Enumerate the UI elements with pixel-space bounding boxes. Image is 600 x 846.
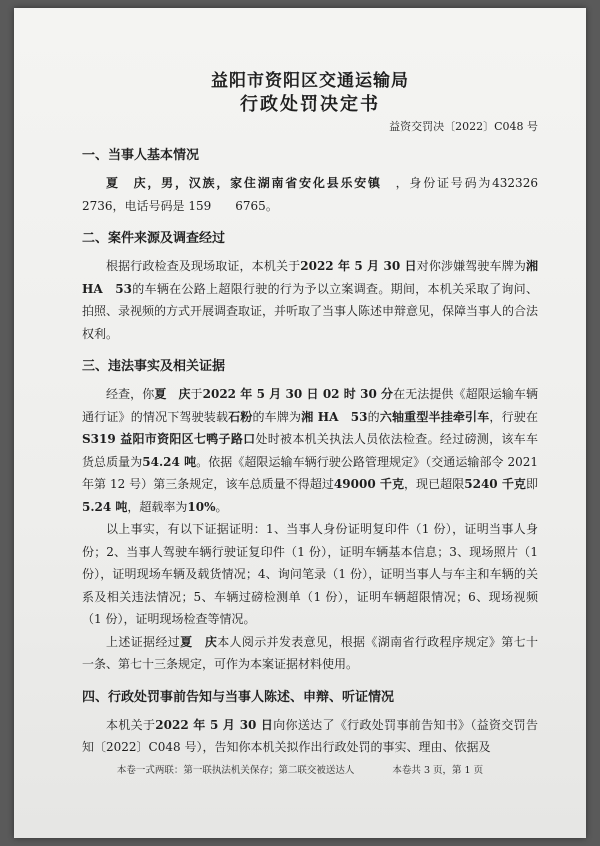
agency-name: 益阳市资阳区交通运输局 xyxy=(211,71,409,91)
overload-rate: 10% xyxy=(187,499,216,514)
overweight-kg: 5240 千克 xyxy=(464,477,526,491)
section-2-heading: 二、案件来源及调查经过 xyxy=(82,231,226,246)
vehicle-plate: 湘 HA 53 xyxy=(301,409,368,424)
section-1-heading: 一、当事人基本情况 xyxy=(82,148,200,163)
cargo-type: 石粉 xyxy=(228,409,253,424)
document-number: 益资交罚决〔2022〕C048 号 xyxy=(389,120,538,133)
evidence-confirmation-paragraph: 上述证据经过夏 庆本人阅示并发表意见，根据《湖南省行政程序规定》第七十一条、第七十三条规定，可作为本案证据材料使用。 xyxy=(82,634,538,671)
copies-note: 本卷一式两联：第一联执法机关保存；第二联交被送达人 xyxy=(116,765,355,776)
overweight-tons: 5.24 吨 xyxy=(82,499,128,514)
party-name: 夏 庆 xyxy=(180,634,218,649)
notice-date: 2022 年 5 月 30 日 xyxy=(155,717,274,732)
document-body xyxy=(82,70,586,759)
section-3-heading: 三、违法事实及相关证据 xyxy=(82,359,226,374)
prior-notice-paragraph: 本机关于2022 年 5 月 30 日向你送达了《行政处罚事前告知书》（益资交罚告知〔2022〕C048 号），告知你本机关拟作出行政处罚的事实、理由、依据及 xyxy=(82,717,538,754)
vehicle-type: 六轴重型半挂牵引车 xyxy=(379,409,490,424)
party-name: 夏 庆 xyxy=(154,387,191,401)
section-4-heading: 四、行政处罚事前告知与当事人陈述、申辩、听证情况 xyxy=(82,689,395,705)
party-id-phone: 432326 2736，电话号码是 159 6765 xyxy=(82,176,586,213)
violation-facts-paragraph: 经查，你夏 庆于2022 年 5 月 30 日 02 时 30 分在无法提供《超限运输车辆通行证》的情况下驾驶装载石粉的车牌为湘 HA 53的六轴重型半挂牵引车，行驶在S319 益阳市资阳区七鸭子路口处时被本机关执法人员依法检查。经过磅测，该车车货总质量为54.24 吨。依据《超限运输车辆行驶公路管理规定》（交通运输部令 2021 年第 12 号）第三条规定，该车总质量不得超过49000 千克，现已超限5240 千克即5.24 吨，超载率为10%。 xyxy=(82,387,538,514)
weight-limit: 49000 千克 xyxy=(333,477,404,491)
document-page xyxy=(14,8,586,838)
document-title: 行政处罚决定书 xyxy=(240,94,380,115)
inspection-location: S319 益阳市资阳区七鸭子路口 xyxy=(82,432,256,446)
case-source-paragraph: 根据行政检查及现场取证，本机关于2022 年 5 月 30 日对你涉嫌驾驶车牌为湘 HA 53的车辆在公路上超限行驶的行为予以立案调查。期间，本机关采取了询问、拍照、录视频的方式开展调查取证，并听取了当事人陈述申辩意见，保障当事人的合法权利。 xyxy=(82,259,539,341)
total-weight: 54.24 吨 xyxy=(142,454,197,469)
page-number: 本卷共 3 页，第 1 页 xyxy=(392,765,484,776)
vehicle-plate: 湘 HA 53 xyxy=(82,259,538,296)
case-date: 2022 年 5 月 30 日 xyxy=(300,259,417,273)
violation-datetime: 2022 年 5 月 30 日 02 时 30 分 xyxy=(202,387,394,401)
party-info-paragraph: 夏 庆，男，汉族，家住湖南省安化县乐安镇 ，身份证号码为432326 2736，电话号码是 159 6765。 xyxy=(82,176,586,213)
page-footer xyxy=(14,762,586,776)
party-name: 夏 庆 xyxy=(106,176,148,190)
evidence-list-paragraph: 以上事实，有以下证据证明：1、当事人身份证明复印件（1 份），证明当事人身份；2、当事人驾驶车辆行驶证复印件（1 份），证明车辆基本信息；3、现场照片（1 份），证明现场车辆及载货情况；4、询问笔录（1 份），证明当事人与车主和车辆的关系及相关违法情况；5、车辆过磅检测单（1 份），证明车辆超限情况；6、现场视频（1 份），证明现场检查等情况。 xyxy=(82,522,538,626)
party-address: 湖南省安化县乐安镇 xyxy=(257,176,382,190)
